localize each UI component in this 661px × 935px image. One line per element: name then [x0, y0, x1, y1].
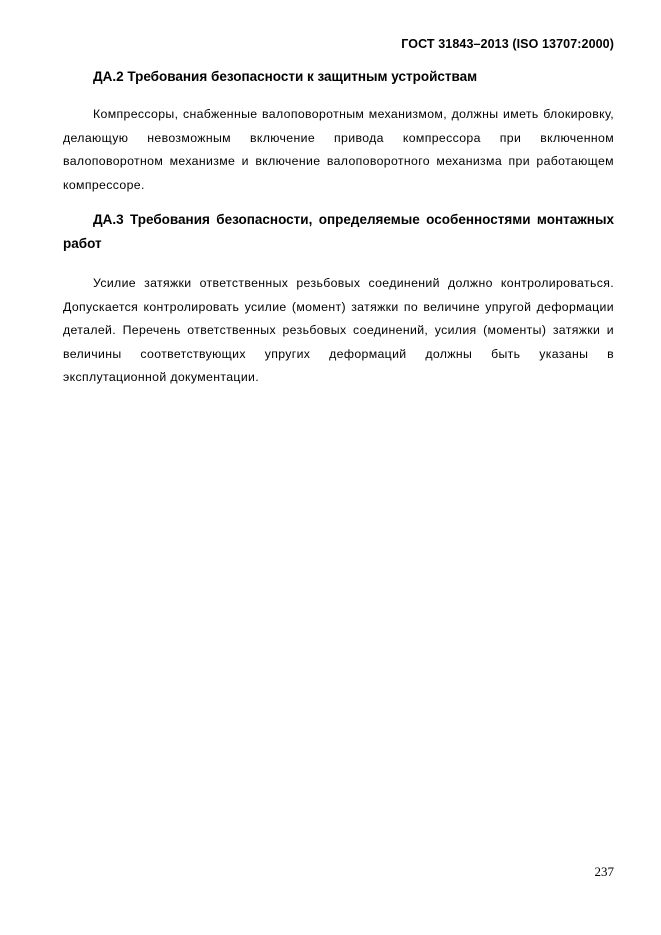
- page-number: 237: [594, 864, 614, 879]
- section-paragraph-da2: Компрессоры, снабженные валоповоротным механизмом, должны иметь блокировку, делающую невозможным включение привода компрессора при включенном валоповоротном механизме и включение валоповоротного механизма при работающем компрессоре.: [63, 107, 614, 192]
- section-heading-da2: ДА.2 Требования безопасности к защитным устройствам: [93, 69, 478, 84]
- standard-reference-header: ГОСТ 31843–2013 (ISO 13707:2000): [401, 37, 614, 51]
- section-heading-da3: ДА.3 Требования безопасности, определяемые особенностями монтажных работ: [63, 212, 614, 251]
- section-paragraph-da3: Усилие затяжки ответственных резьбовых соединений должно контролироваться. Допускается контролировать усилие (момент) затяжки по величине упругой деформации деталей. Перечень ответственных резьбовых соединений, усилия (моменты) затяжки и величины соответствующих упругих деформаций должны быть указаны в эксплутационной документации.: [63, 276, 614, 384]
